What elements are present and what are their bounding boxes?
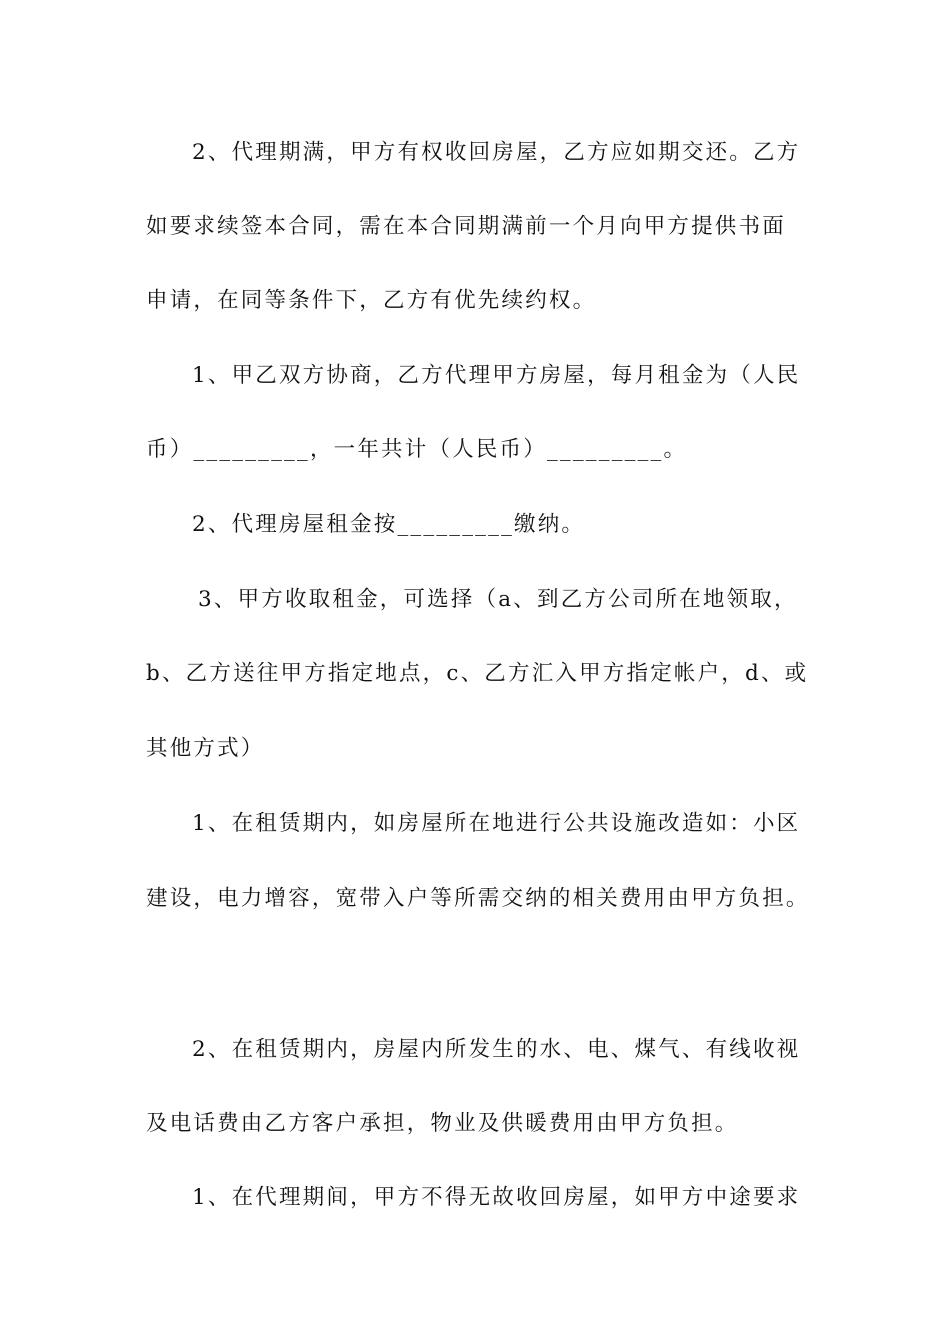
paragraph-line: 2、在租赁期内，房屋内所发生的水、电、煤气、有线收视 [192,1037,801,1062]
paragraph-line: 2、代理期满，甲方有权收回房屋，乙方应如期交还。乙方 [192,140,801,165]
paragraph-line: 币）_________，一年共计（人民币）_________。 [146,437,688,462]
paragraph-line: 1、在代理期间，甲方不得无故收回房屋，如甲方中途要求 [192,1185,801,1210]
paragraph-line: 及电话费由乙方客户承担，物业及供暖费用由甲方负担。 [146,1111,739,1136]
paragraph-line: b、乙方送往甲方指定地点，c、乙方汇入甲方指定帐户，d、或 [146,661,809,686]
paragraph-line: 2、代理房屋租金按_________缴纳。 [192,512,586,537]
paragraph-line: 3、甲方收取租金，可选择（a、到乙方公司所在地领取， [198,587,798,612]
paragraph-line: 建设，电力增容，宽带入户等所需交纳的相关费用由甲方负担。 [146,886,810,911]
paragraph-line: 如要求续签本合同，需在本合同期满前一个月向甲方提供书面 [146,214,786,239]
paragraph-line: 其他方式） [146,736,265,761]
paragraph-line: 1、在租赁期内，如房屋所在地进行公共设施改造如：小区 [192,811,801,836]
paragraph-line: 申请，在同等条件下，乙方有优先续约权。 [146,288,597,313]
paragraph-line: 1、甲乙双方协商，乙方代理甲方房屋，每月租金为（人民 [192,363,801,388]
